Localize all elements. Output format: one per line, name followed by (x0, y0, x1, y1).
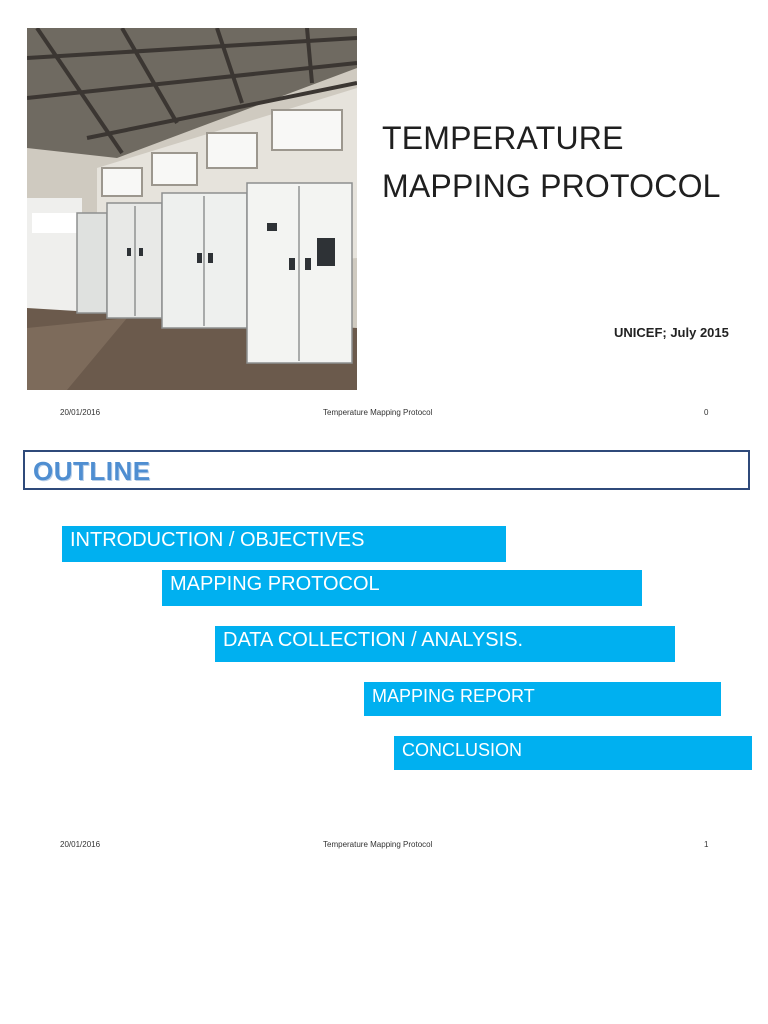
outline-slide (0, 432, 768, 862)
outline-item-mapping-report: MAPPING REPORT (364, 682, 721, 716)
footer-date: 20/01/2016 (60, 408, 101, 417)
outline-item-mapping-protocol: MAPPING PROTOCOL (162, 570, 642, 606)
warehouse-illustration (27, 28, 357, 390)
footer-page-number: 0 (704, 408, 709, 417)
title-slide (0, 0, 768, 430)
title-line-2: MAPPING PROTOCOL (382, 168, 721, 204)
footer-date: 20/01/2016 (60, 840, 101, 849)
warehouse-photo (27, 28, 357, 390)
subtitle: UNICEF; July 2015 (614, 325, 729, 340)
outline-item-introduction: INTRODUCTION / OBJECTIVES (62, 526, 506, 562)
footer-title: Temperature Mapping Protocol (323, 840, 433, 849)
outline-item-data-collection: DATA COLLECTION / ANALYSIS. (215, 626, 675, 662)
title-line-1: TEMPERATURE (382, 120, 624, 156)
outline-heading: OUTLINE (33, 456, 151, 486)
outline-item-conclusion: CONCLUSION (394, 736, 752, 770)
footer-page-number: 1 (704, 840, 709, 849)
footer-title: Temperature Mapping Protocol (323, 408, 433, 417)
outline-heading-box (23, 450, 750, 490)
slide-footer (0, 840, 768, 854)
slide-footer (0, 408, 768, 422)
